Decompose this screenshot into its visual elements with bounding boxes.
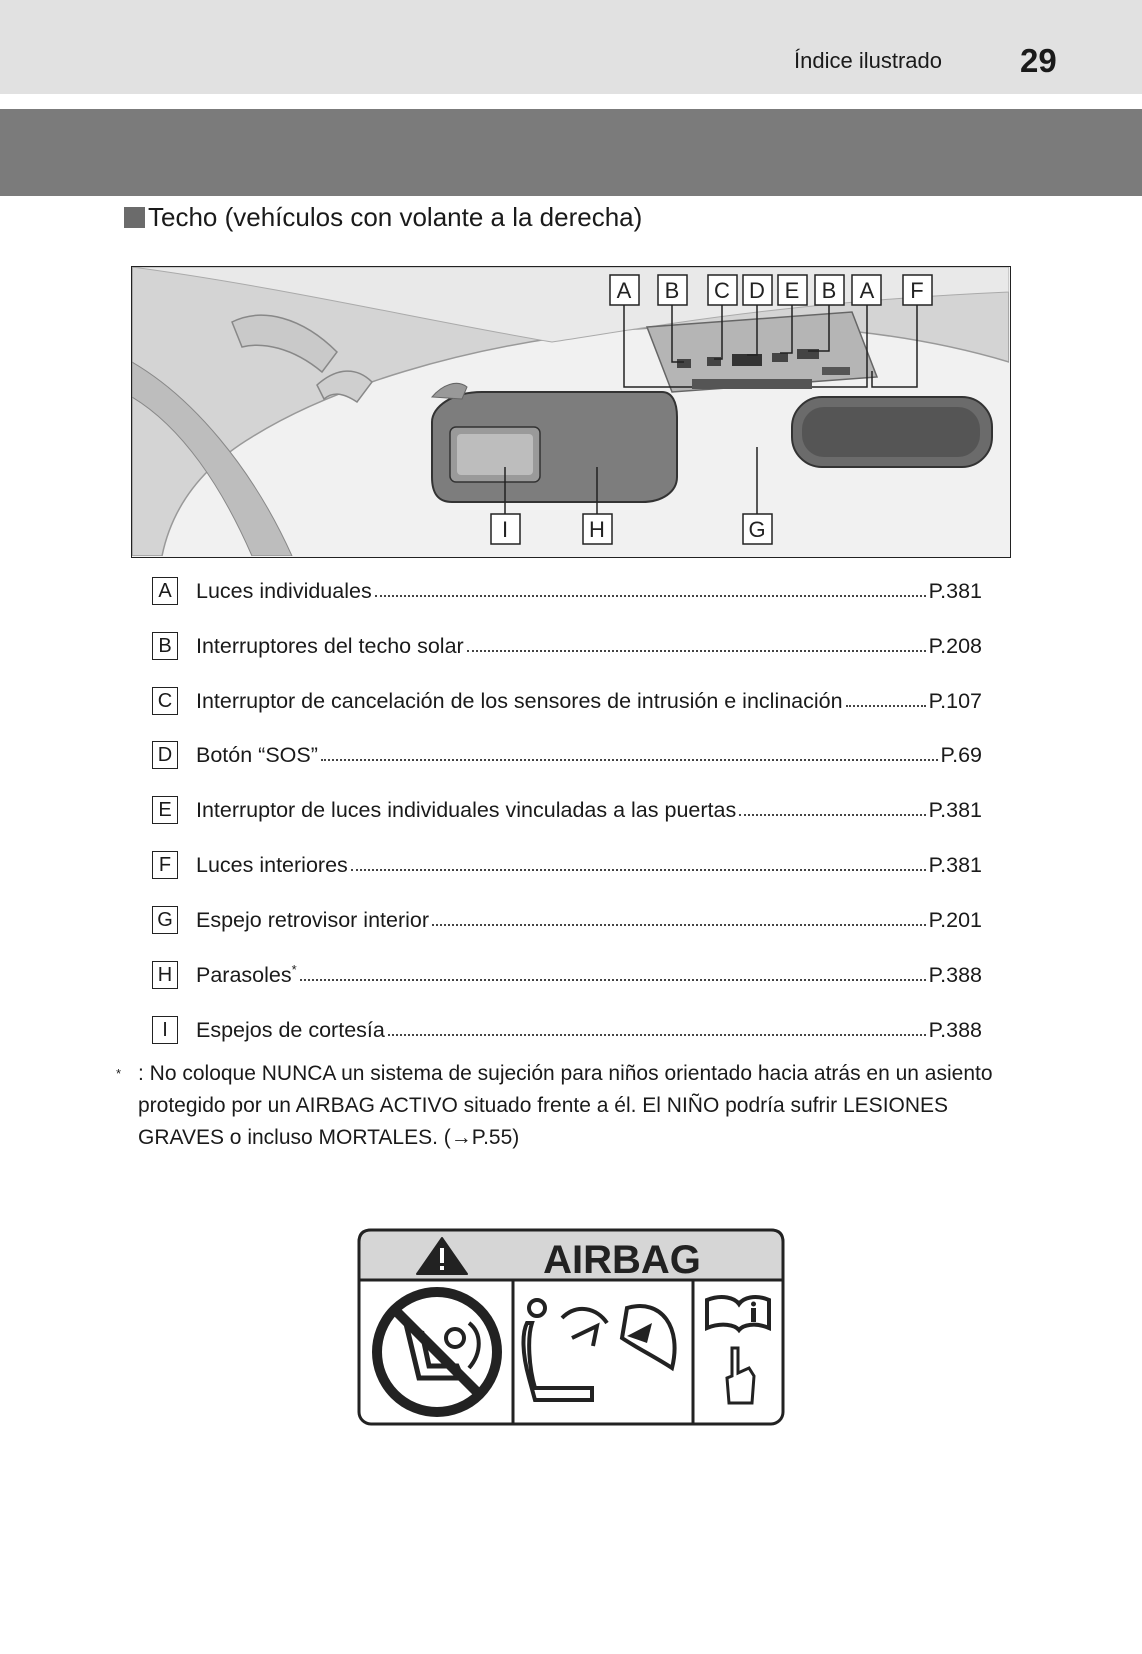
footnote-asterisk: * (116, 1066, 122, 1081)
dot-leader (846, 705, 926, 707)
page-reference[interactable]: P.201 (928, 907, 982, 932)
header-section-title: Índice ilustrado (794, 48, 942, 73)
legend-item-e (152, 794, 982, 826)
header-gray-band (0, 109, 1142, 196)
section-title (124, 202, 642, 233)
legend-key: C (152, 687, 178, 715)
console-lamp-lens (692, 379, 812, 389)
callout-label: H (589, 517, 605, 542)
footnote-marker: * (291, 961, 297, 977)
legend-item-f (152, 849, 982, 881)
legend-label: Interruptor de cancelación de los sensores de intrusión e inclinación (196, 688, 843, 713)
dot-leader (739, 814, 925, 816)
callout-label: C (714, 278, 730, 303)
legend-label-text: Parasoles (196, 963, 292, 988)
legend-label: Luces interiores (196, 852, 348, 877)
console-lamp (822, 367, 850, 375)
dot-leader (351, 869, 926, 871)
callout-label: G (748, 517, 766, 542)
legend-label: Interruptores del techo solar (196, 633, 464, 658)
console-switch (772, 353, 788, 362)
section-title-text: Techo (vehículos con volante a la derecha) (148, 202, 643, 232)
legend-item-i (152, 1014, 982, 1046)
dot-leader (375, 595, 926, 597)
legend-label (196, 962, 297, 988)
roof-drawing (132, 267, 1009, 556)
callouts-bottom (491, 514, 772, 544)
legend-item-b (152, 630, 982, 662)
dot-leader (321, 759, 938, 761)
airbag-label-drawing (357, 1228, 785, 1426)
legend-label: Espejos de cortesía (196, 1017, 385, 1042)
legend-key: B (152, 632, 178, 660)
legend-key: D (152, 741, 178, 769)
dot-leader (467, 650, 926, 652)
legend-item-c (152, 685, 982, 717)
airbag-warning-label (357, 1228, 785, 1426)
legend-key: I (152, 1016, 178, 1044)
mirror-glass (802, 407, 980, 457)
vanity-mirror-glass (457, 434, 533, 475)
airbag-title: AIRBAG (543, 1238, 701, 1282)
page-reference[interactable]: P.381 (928, 852, 982, 877)
dot-leader (432, 924, 926, 926)
dot-leader (388, 1034, 926, 1036)
roof-illustration (131, 266, 1011, 558)
page-reference[interactable]: P.388 (928, 1017, 982, 1042)
page-reference[interactable]: P.208 (928, 633, 982, 658)
callout-label: F (910, 278, 924, 303)
legend-key: A (152, 577, 178, 605)
legend-key: H (152, 961, 178, 989)
legend-label: Espejo retrovisor interior (196, 907, 430, 932)
callout-label: I (501, 517, 509, 542)
legend-label: Botón “SOS” (196, 742, 318, 767)
page-reference[interactable]: P.69 (940, 742, 982, 767)
page-reference[interactable]: P.107 (928, 688, 982, 713)
legend-key: E (152, 796, 178, 824)
page-reference[interactable]: P.381 (928, 578, 982, 603)
footnote (116, 1058, 1026, 1154)
visor-hinge (432, 383, 467, 399)
page-reference[interactable]: P.381 (928, 797, 982, 822)
legend-key: F (152, 851, 178, 879)
legend-item-a (152, 575, 982, 607)
square-bullet-icon (124, 207, 145, 228)
dot-leader (300, 979, 926, 981)
legend-label: Luces individuales (196, 578, 372, 603)
callout-label: A (859, 278, 875, 303)
page-number: 29 (1020, 42, 1057, 79)
legend-label: Interruptor de luces individuales vinculadas a las puertas (196, 797, 737, 822)
legend-item-g (152, 904, 982, 936)
callout-label: D (749, 278, 765, 303)
legend-key: G (152, 906, 178, 934)
legend-item-h (152, 959, 982, 991)
callout-label: E (784, 278, 800, 303)
callout-label: A (616, 278, 632, 303)
sos-button (732, 354, 762, 366)
page-reference[interactable]: P.388 (928, 962, 982, 987)
console-switch (677, 359, 691, 368)
callout-label: B (821, 278, 837, 303)
header-top-band (0, 0, 1142, 94)
callout-label: B (664, 278, 680, 303)
footnote-text: : No coloque NUNCA un sistema de sujeción para niños orientado hacia atrás en un asiento protegido por un AIRBAG ACTIVO situado frente a él. El NIÑO podría sufrir LESIONES GRAVES o incluso MORTALES. (→P.55) (138, 1062, 993, 1149)
legend-item-d (152, 739, 982, 771)
